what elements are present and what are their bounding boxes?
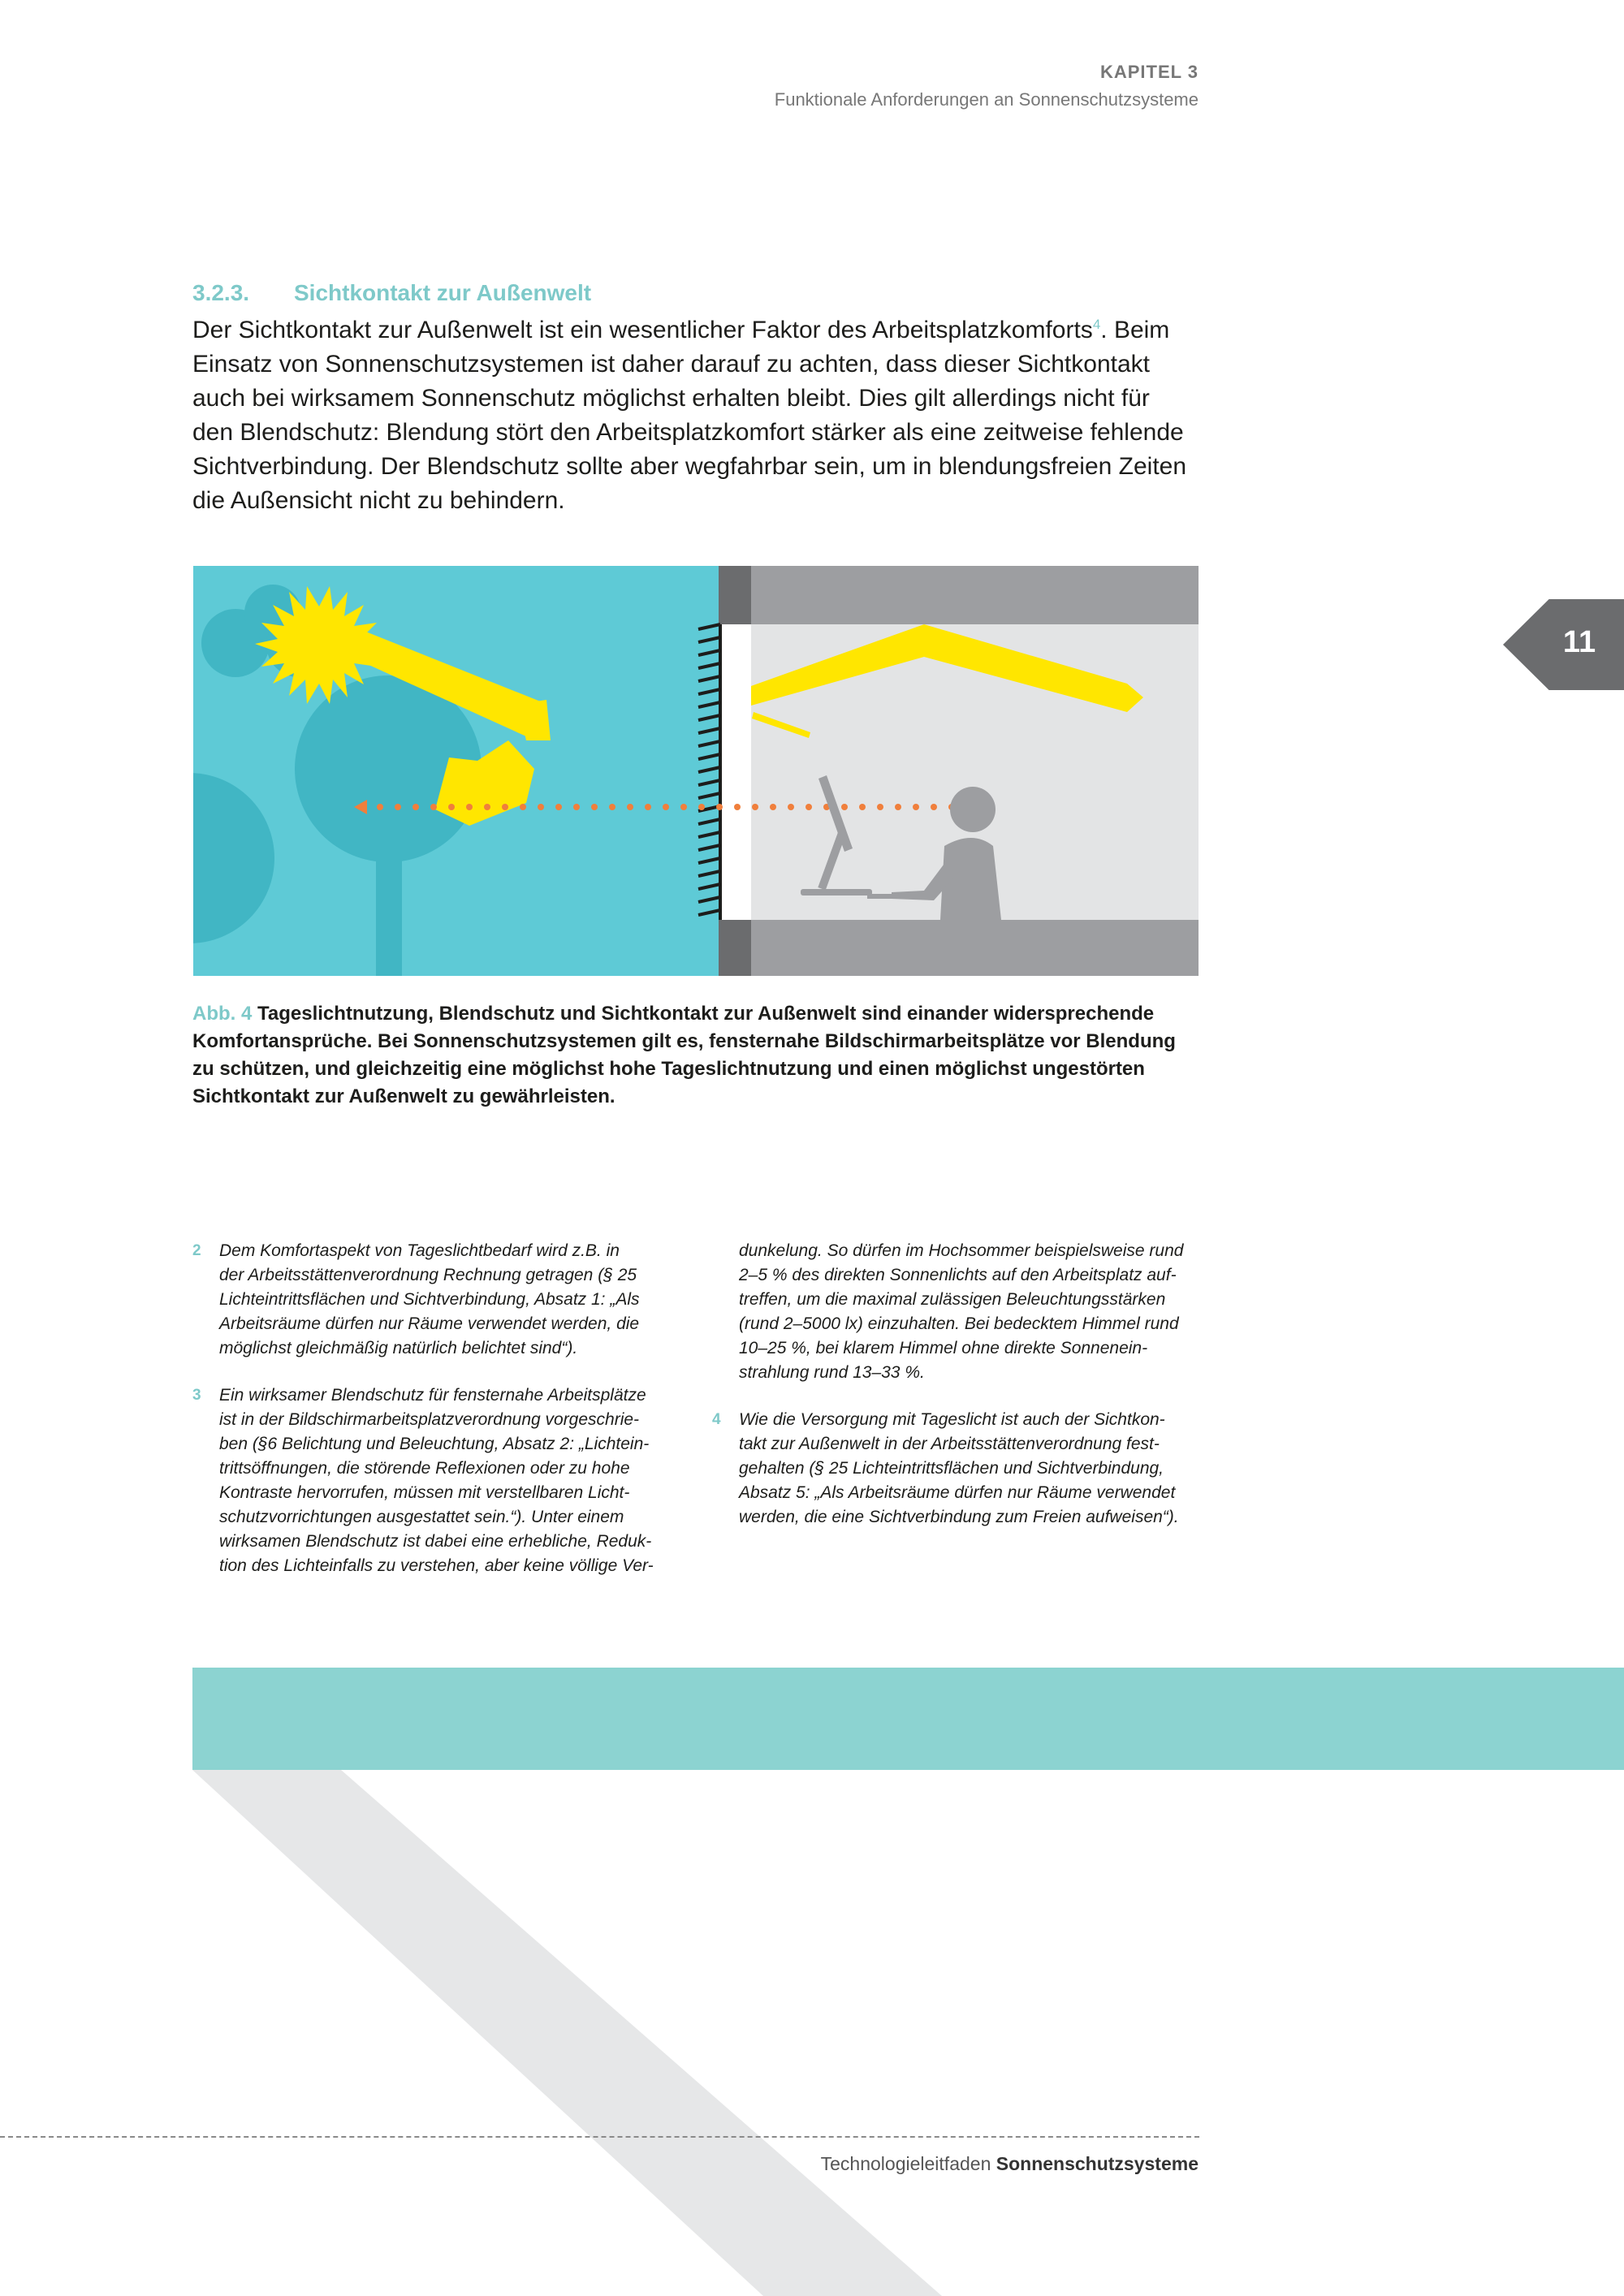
footnotes-right-column: [712, 1239, 1202, 1530]
body-line: die Außensicht nicht zu behindern.: [192, 487, 565, 514]
section-title: Sichtkontakt zur Außenwelt: [294, 280, 592, 305]
caption-line: Sichtkontakt zur Außenwelt zu gewährleisten.: [192, 1085, 615, 1107]
footnote-3-continued: dunkelung. So dürfen im Hochsommer beispielsweise rund 2–5 % des direkten Sonnenlichts auf den Arbeitsplatz auf- treffen, um die maximal zulässigen Beleuchtungsstärken (rund 2–5000 lx) einzuhalten. Bei bedecktem Himmel rund 10–25 %, bei klarem Himmel ohne direkte Sonnenein- strahlung rund 13–33 %.: [739, 1241, 1184, 1382]
decorative-band: [192, 1668, 1624, 1770]
body-line: Der Sichtkontakt zur Außenwelt ist ein wesentlicher Faktor des Arbeitsplatzkomforts$^4$. Beim: [192, 317, 1170, 343]
caption-line: zu schützen, und gleichzeitig eine möglichst hohe Tageslichtnutzung und einen möglichst ungestörten: [192, 1058, 1145, 1080]
footnote-number: 2: [192, 1242, 201, 1259]
ceiling: [751, 566, 1199, 624]
body-line: Sichtverbindung. Der Blendschutz sollte aber wegfahrbar sein, um in blendungsfreien Zeiten: [192, 453, 1187, 480]
chapter-subtitle: Funktionale Anforderungen an Sonnenschutzsysteme: [774, 89, 1199, 110]
figure-label: Abb. 4: [192, 1003, 253, 1025]
body-line: auch bei wirksamem Sonnenschutz möglichst erhalten bleibt. Dies gilt allerdings nicht für: [192, 385, 1150, 412]
caption-line: Komfortansprüche. Bei Sonnenschutzsystemen gilt es, fensternahe Bildschirmarbeitsplätze vor Blendung: [192, 1030, 1176, 1052]
footnote-number: 4: [712, 1411, 721, 1428]
figure-illustration: [193, 566, 1199, 976]
page-number: 11: [1562, 625, 1596, 659]
section-heading: [192, 280, 591, 306]
footer-divider: [0, 2136, 1199, 2138]
footnote-2: 2 Dem Komfortaspekt von Tageslichtbedarf wird z.B. in der Arbeitsstättenverordnung Rechnung getragen (§ 25 Lichteintrittsflächen und Sichtverbindung, Absatz 1: „Als Arbeitsräume dürfen nur Räume verwendet werden, die möglichst gleichmäßig natürlich belichtet sind“).: [219, 1239, 682, 1361]
footnote-4: 4 Wie die Versorgung mit Tageslicht ist auch der Sichtkon- takt zur Außenwelt in der Arbeitsstättenverordnung fest- gehalten (§ 25 Lichteintrittsflächen und Sichtverbindung, Absatz 5: „Als Arbeitsräume dürfen nur Räume verwendet werden, die eine Sichtverbindung zum Freien aufweisen“).: [739, 1408, 1202, 1530]
window-pane: [719, 624, 751, 920]
chapter-label: KAPITEL 3: [1099, 62, 1199, 82]
wall-lower: [719, 920, 751, 976]
body-line: den Blendschutz: Blendung stört den Arbeitsplatzkomfort stärker als eine zeitweise fehlende: [192, 419, 1184, 446]
footnote-number: 3: [192, 1387, 201, 1404]
floor: [751, 920, 1199, 976]
section-number: 3.2.3.: [192, 280, 250, 305]
footer-title: Technologieleitfaden Sonnenschutzsysteme: [820, 2153, 1199, 2174]
section-body: [192, 313, 1199, 518]
figure-caption: [192, 1000, 1199, 1111]
wall-upper: [719, 566, 751, 624]
footnotes-left-column: [192, 1239, 682, 1578]
caption-line: Abb. 4 Tageslichtnutzung, Blendschutz und Sichtkontakt zur Außenwelt sind einander widersprechende: [192, 1003, 1155, 1025]
footnote-3: 3 Ein wirksamer Blendschutz für fensternahe Arbeitsplätze ist in der Bildschirmarbeitsplatzverordnung vorgeschrie- ben (§6 Belichtung und Beleuchtung, Absatz 2: „Lichtein- trittsöffnungen, die störende Reflexionen oder zu hohe Kontraste hervorrufen, müssen mit verstellbaren Licht- schutzvorrichtungen ausgestattet sein.“). Unter einem wirksamen Blendschutz ist dabei eine erhebliche, Reduk- tion des Lichteinfalls zu verstehen, aber keine völlige Ver-: [219, 1383, 682, 1578]
footnote-ref[interactable]: 4: [1092, 317, 1101, 332]
body-line: Einsatz von Sonnenschutzsystemen ist daher darauf zu achten, dass dieser Sichtkontakt: [192, 351, 1150, 378]
